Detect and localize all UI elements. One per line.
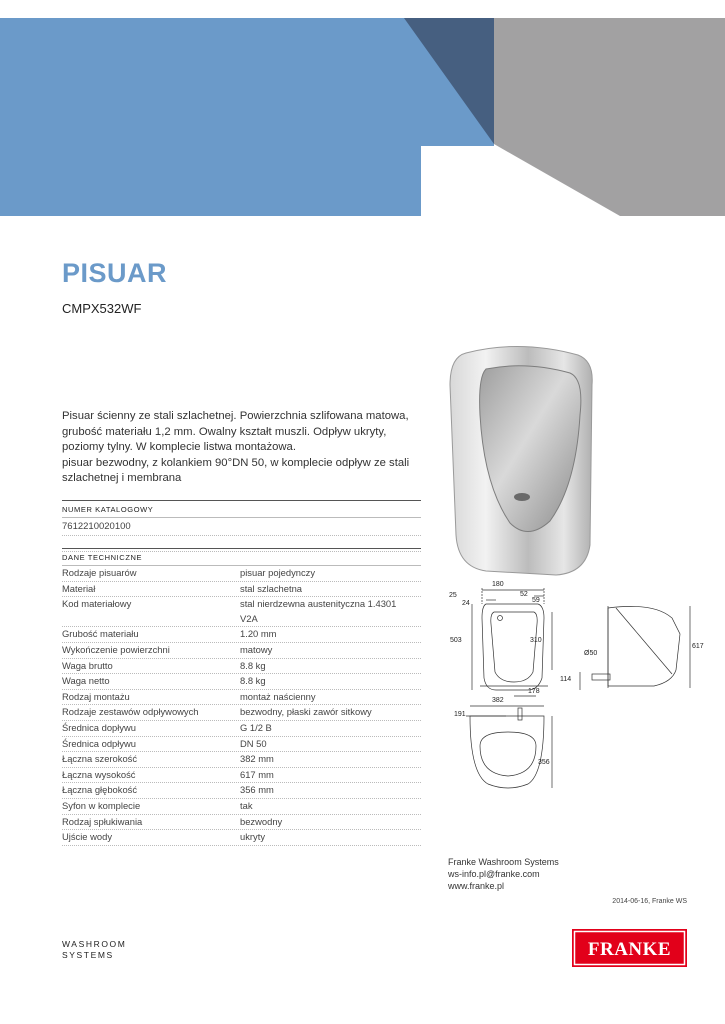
dim-178: 178 — [528, 688, 540, 695]
dim-310: 310 — [530, 637, 542, 644]
tech-row-value: tak — [240, 799, 253, 811]
tech-row-value: pisuar pojedynczy — [240, 567, 316, 578]
document-date: 2014-06-16, Franke WS — [612, 898, 687, 905]
tech-row — [62, 815, 421, 831]
tech-row-key: Średnica odpływu — [62, 737, 137, 749]
contact-email[interactable]: ws-info.pl@franke.com — [448, 869, 540, 880]
tech-row — [62, 799, 421, 815]
tech-row-key: Łączna wysokość — [62, 768, 136, 780]
franke-logo — [572, 929, 687, 967]
technical-drawings — [444, 578, 725, 808]
tech-row-value: montaż naścienny — [240, 690, 316, 702]
tech-row-key: Średnica dopływu — [62, 721, 137, 733]
tech-row-key: Rodzaj spłukiwania — [62, 815, 143, 827]
tech-row — [62, 721, 421, 737]
tech-row-value: ukryty — [240, 831, 266, 843]
tech-row-value: bezwodny — [240, 815, 283, 827]
tech-row-value: 356 mm — [240, 784, 274, 796]
dim-25: 25 — [449, 592, 457, 599]
product-title: PISUAR — [62, 258, 168, 288]
tech-row-key: Syfon w komplecie — [62, 799, 141, 811]
side-view-outline — [608, 606, 680, 686]
tech-row-key: Grubość materiału — [62, 628, 139, 640]
tech-row-value: bezwodny, płaski zawór sitkowy — [240, 706, 372, 718]
tech-table — [62, 566, 421, 846]
catalog-number: 7612210020100 — [62, 518, 421, 536]
banner-gray-block — [494, 18, 725, 216]
banner-white-notch — [421, 146, 494, 216]
tech-row — [62, 674, 421, 690]
tech-row-key: Waga netto — [62, 675, 110, 687]
tech-row-key: Waga brutto — [62, 659, 113, 671]
tech-row-key: Materiał — [62, 582, 96, 594]
bottom-view-bowl — [480, 732, 536, 776]
tech-row-value: G 1/2 B — [240, 721, 272, 733]
tech-row-value: 1.20 mm — [240, 628, 277, 640]
dim-382: 382 — [492, 697, 504, 704]
urinal-photo — [446, 345, 594, 577]
tech-row — [62, 597, 421, 627]
dim-50: Ø50 — [584, 650, 598, 657]
tech-row-value: matowy — [240, 643, 273, 655]
tech-row — [62, 752, 421, 768]
tech-row-value: 617 mm — [240, 768, 274, 780]
tech-row-key: Rodzaj montażu — [62, 690, 130, 702]
dim-59: 59 — [532, 597, 540, 604]
dim-24: 24 — [462, 600, 470, 607]
dim-114: 114 — [560, 676, 572, 683]
tech-row — [62, 566, 421, 582]
dim-52: 52 — [520, 591, 528, 598]
tech-row — [62, 737, 421, 753]
wash-line-2: SYSTEMS — [62, 950, 114, 960]
tech-row-key: Ujście wody — [62, 831, 113, 843]
contact-company: Franke Washroom Systems — [448, 857, 559, 867]
tech-row-value: 382 mm — [240, 753, 274, 765]
product-code: CMPX532WF — [62, 301, 142, 316]
bottom-view-outline — [470, 716, 544, 788]
tech-row-key: Rodzaje pisuarów — [62, 567, 137, 578]
tech-row — [62, 783, 421, 799]
tech-row — [62, 690, 421, 706]
contact-web[interactable]: www.franke.pl — [448, 881, 505, 892]
wash-line-1: WASHROOM — [62, 939, 127, 949]
tech-row — [62, 659, 421, 675]
catalog-section — [62, 500, 421, 552]
tech-row-key: Rodzaje zestawów odpływowych — [62, 706, 199, 718]
tech-row — [62, 705, 421, 721]
catalog-heading: NUMER KATALOGOWY — [62, 500, 421, 518]
product-description — [62, 409, 412, 487]
tech-row — [62, 830, 421, 846]
tech-row — [62, 768, 421, 784]
dim-191: 191 — [454, 711, 466, 718]
description-text: Pisuar ścienny ze stali szlachetnej. Powierzchnia szlifowana matowa, grubość materiału 1,2 mm. Owalny kształt muszli. Odpływ ukryty, poziomy tylny. W komplecie listwa montażowa. pisuar bezwodny, z kolankiem 90°DN 50, w komplecie odpływ ze stali szlachetnej i membrana — [62, 410, 410, 484]
tech-row — [62, 627, 421, 643]
tech-row-value: 8.8 kg — [240, 659, 266, 671]
tech-row-key: Wykończenie powierzchni — [62, 643, 170, 655]
dim-180: 180 — [492, 581, 504, 588]
tech-row — [62, 582, 421, 598]
header-banner — [0, 18, 725, 216]
tech-row-key: Kod materiałowy — [62, 598, 132, 610]
dim-356: 356 — [538, 759, 550, 766]
tech-row-key: Łączna głębokość — [62, 784, 138, 796]
front-view-bowl — [491, 612, 537, 682]
washroom-systems-label — [62, 939, 126, 961]
logo-text: FRANKE — [587, 939, 672, 960]
photo-drain — [514, 493, 530, 501]
dim-503: 503 — [450, 637, 462, 644]
tech-heading: DANE TECHNICZNE — [62, 548, 421, 566]
banner-blue-block — [0, 18, 421, 216]
tech-row-value: stal nierdzewna austenityczna 1.4301 V2A — [240, 598, 397, 624]
tech-section — [62, 548, 421, 846]
tech-row-value: DN 50 — [240, 737, 267, 749]
dim-617: 617 — [692, 643, 704, 650]
tech-row-value: 8.8 kg — [240, 675, 266, 687]
tech-row-key: Łączna szerokość — [62, 753, 138, 765]
contact-block — [448, 856, 559, 893]
tech-row-value: stal szlachetna — [240, 582, 303, 594]
tech-row — [62, 643, 421, 659]
